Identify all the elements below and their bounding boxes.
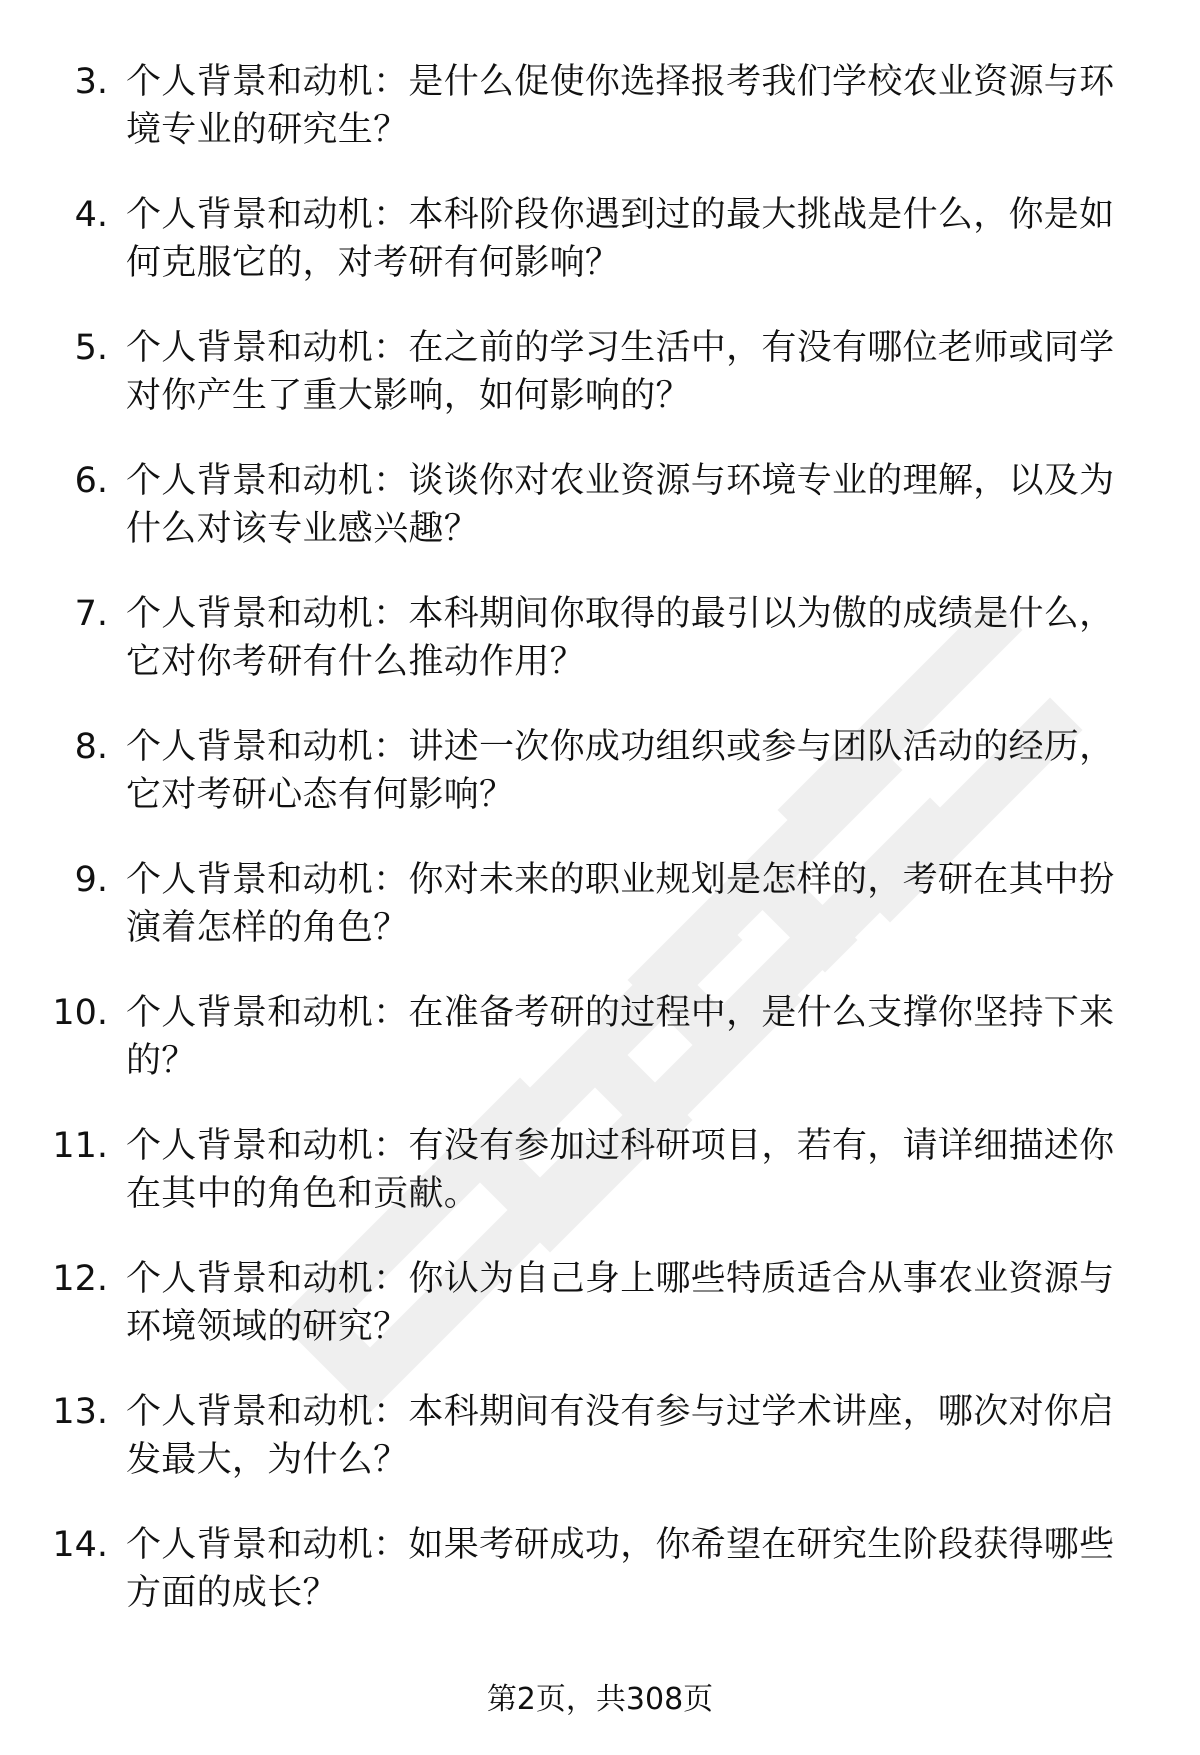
question-item <box>0 191 1200 324</box>
question-number: 3. <box>74 62 108 102</box>
question-text: 个人背景和动机：本科阶段你遇到过的最大挑战是什么，你是如何克服它的，对考研有何影响？ <box>126 195 1115 283</box>
question-item <box>0 1388 1200 1521</box>
question-text: 个人背景和动机：本科期间你取得的最引以为傲的成绩是什么，它对你考研有什么推动作用？ <box>126 594 1115 682</box>
question-number: 4. <box>74 195 108 235</box>
question-text: 个人背景和动机：在准备考研的过程中，是什么支撑你坚持下来的？ <box>126 993 1115 1081</box>
question-text: 个人背景和动机：本科期间有没有参与过学术讲座，哪次对你启发最大，为什么？ <box>126 1392 1115 1480</box>
question-text: 个人背景和动机：在之前的学习生活中，有没有哪位老师或同学对你产生了重大影响，如何影响的？ <box>126 328 1115 416</box>
question-text: 个人背景和动机：有没有参加过科研项目，若有，请详细描述你在其中的角色和贡献。 <box>126 1126 1115 1214</box>
question-text: 个人背景和动机：你对未来的职业规划是怎样的，考研在其中扮演着怎样的角色？ <box>126 860 1115 948</box>
question-number: 10. <box>52 993 108 1033</box>
question-item <box>0 457 1200 590</box>
question-item <box>0 58 1200 191</box>
question-text: 个人背景和动机：如果考研成功，你希望在研究生阶段获得哪些方面的成长？ <box>126 1525 1115 1613</box>
question-text: 个人背景和动机：是什么促使你选择报考我们学校农业资源与环境专业的研究生？ <box>126 62 1115 150</box>
question-item <box>0 1521 1200 1654</box>
question-number: 9. <box>74 860 108 900</box>
question-text: 个人背景和动机：谈谈你对农业资源与环境专业的理解，以及为什么对该专业感兴趣？ <box>126 461 1115 549</box>
question-item <box>0 856 1200 989</box>
question-item <box>0 1122 1200 1255</box>
question-number: 6. <box>74 461 108 501</box>
question-number: 11. <box>52 1126 108 1166</box>
question-number: 12. <box>52 1259 108 1299</box>
question-number: 5. <box>74 328 108 368</box>
question-number: 14. <box>52 1525 108 1565</box>
question-item <box>0 723 1200 856</box>
question-item <box>0 590 1200 723</box>
question-list <box>0 58 1200 1654</box>
question-item <box>0 1255 1200 1388</box>
question-number: 13. <box>52 1392 108 1432</box>
question-text: 个人背景和动机：讲述一次你成功组织或参与团队活动的经历，它对考研心态有何影响？ <box>126 727 1115 815</box>
page-number: 第2页，共308页 <box>486 1682 714 1717</box>
question-number: 7. <box>74 594 108 634</box>
question-item <box>0 324 1200 457</box>
question-text: 个人背景和动机：你认为自己身上哪些特质适合从事农业资源与环境领域的研究？ <box>126 1259 1115 1347</box>
question-number: 8. <box>74 727 108 767</box>
question-item <box>0 989 1200 1122</box>
